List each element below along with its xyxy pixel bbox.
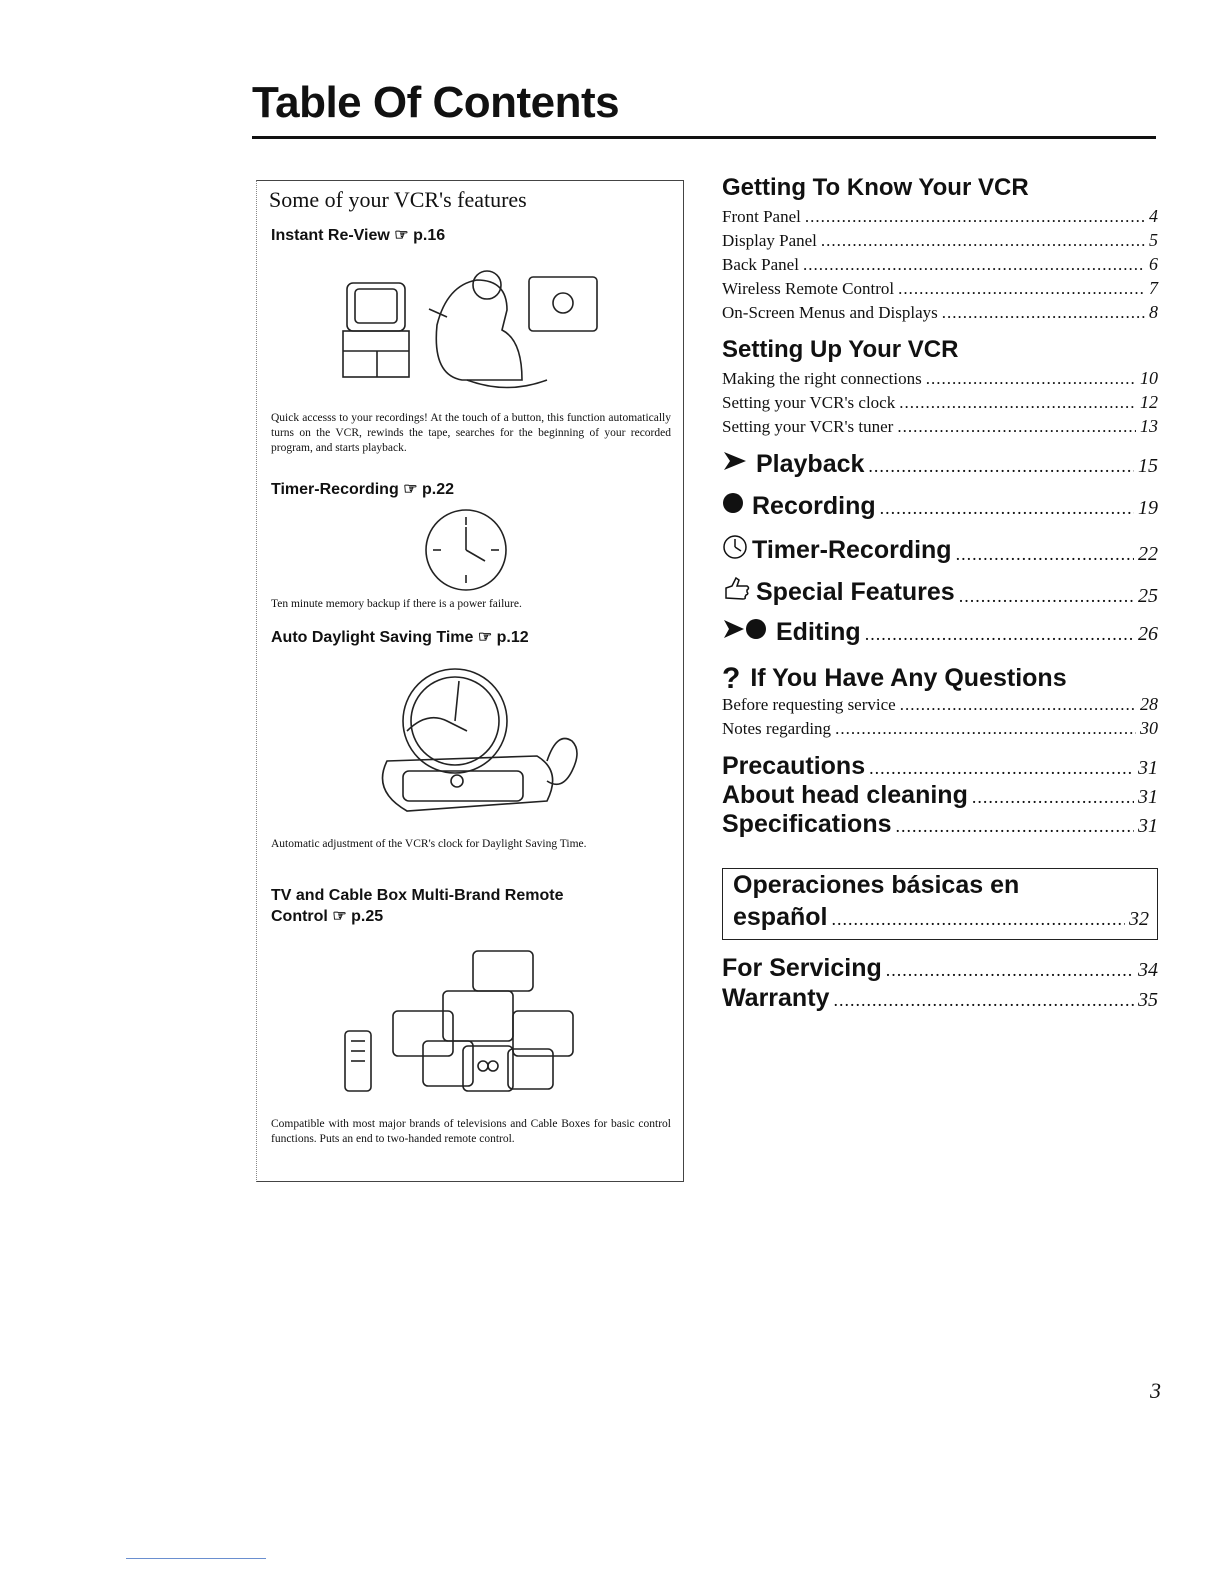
- feature-desc-daylight-saving: Automatic adjustment of the VCR's clock for Daylight Saving Time.: [271, 838, 587, 850]
- toc-entry[interactable]: Setting your VCR's tuner ..... 13: [722, 416, 1158, 437]
- clock-icon: [722, 534, 748, 567]
- tv-crowd-illustration: [333, 941, 603, 1101]
- question-mark-icon: ?: [722, 662, 741, 695]
- feature-desc-multi-brand-remote: Compatible with most major brands of televisions and Cable Boxes for basic control functions. Puts an end to two-handed remote control.: [271, 1118, 671, 1145]
- toc-entry[interactable]: Wireless Remote Control ..... 7: [722, 278, 1158, 299]
- toc-playback[interactable]: Playback ..... 15: [722, 450, 1158, 479]
- toc-precautions[interactable]: Precautions ..... 31: [722, 752, 1158, 781]
- record-icon: [722, 492, 744, 521]
- toc-entry[interactable]: On-Screen Menus and Displays ..... 8: [722, 302, 1158, 323]
- toc-head-cleaning[interactable]: About head cleaning ..... 31: [722, 781, 1158, 810]
- toc-entry[interactable]: Front Panel ..... 4: [722, 206, 1158, 227]
- toc-for-servicing[interactable]: For Servicing ..... 34: [722, 954, 1158, 983]
- feature-desc-instant-review: Quick accesss to your recordings! At the touch of a button, this function automatically turns on the VCR, rewinds the tape, searches for the beginning of your recorded program, and starts playback.: [271, 412, 671, 454]
- features-box: [256, 180, 684, 1182]
- toc-entry[interactable]: Making the right connections ..... 10: [722, 368, 1158, 389]
- section-questions: ? If You Have Any Questions: [722, 662, 1067, 695]
- page-number: 3: [1150, 1378, 1161, 1403]
- page-title: Table Of Contents: [252, 78, 620, 127]
- toc-editing[interactable]: Editing ..... 26: [722, 618, 1158, 647]
- play-icon: [722, 450, 748, 479]
- toc-entry[interactable]: Back Panel ..... 6: [722, 254, 1158, 275]
- toc-timer-recording[interactable]: Timer-Recording ..... 22: [722, 534, 1158, 567]
- toc-warranty[interactable]: Warranty ..... 35: [722, 984, 1158, 1013]
- pointer-hand-icon: ☞: [394, 227, 409, 244]
- toc-entry[interactable]: Before requesting service ..... 28: [722, 694, 1158, 715]
- footer-rule: [126, 1558, 266, 1559]
- clock-vcr-illustration: [367, 661, 597, 831]
- pointer-hand-icon: ☞: [403, 481, 418, 498]
- feature-title-multi-brand-remote: TV and Cable Box Multi-Brand Remote Control ☞ p.25: [271, 887, 564, 925]
- feature-title-instant-review: Instant Re-View ☞ p.16: [271, 227, 446, 244]
- feature-title-timer-recording: Timer-Recording ☞ p.22: [271, 481, 454, 498]
- title-rule: [252, 136, 1156, 139]
- play-record-icon: [722, 618, 768, 647]
- features-heading: Some of your VCR's features: [269, 187, 527, 212]
- hand-icon: [722, 576, 752, 609]
- clock-illustration: [421, 505, 511, 595]
- toc-entry[interactable]: Display Panel ..... 5: [722, 230, 1158, 251]
- toc-entry[interactable]: Notes regarding ..... 30: [722, 718, 1158, 739]
- toc-entry[interactable]: Setting your VCR's clock ..... 12: [722, 392, 1158, 413]
- toc-specifications[interactable]: Specifications ..... 31: [722, 810, 1158, 839]
- spanish-section-box[interactable]: [722, 868, 1158, 940]
- section-setting-up: Setting Up Your VCR: [722, 336, 959, 363]
- pointer-hand-icon: ☞: [332, 908, 347, 925]
- section-getting-to-know: Getting To Know Your VCR: [722, 174, 1029, 201]
- toc-recording[interactable]: Recording ..... 19: [722, 492, 1158, 521]
- spanish-line1: Operaciones básicas en: [733, 871, 1020, 899]
- tv-viewer-illustration: [337, 255, 607, 405]
- feature-title-daylight-saving: Auto Daylight Saving Time ☞ p.12: [271, 629, 529, 646]
- pointer-hand-icon: ☞: [477, 629, 493, 646]
- feature-desc-timer-recording: Ten minute memory backup if there is a power failure.: [271, 598, 522, 610]
- toc-special-features[interactable]: Special Features ..... 25: [722, 576, 1158, 609]
- spanish-line2: español ..... 32: [733, 903, 1149, 932]
